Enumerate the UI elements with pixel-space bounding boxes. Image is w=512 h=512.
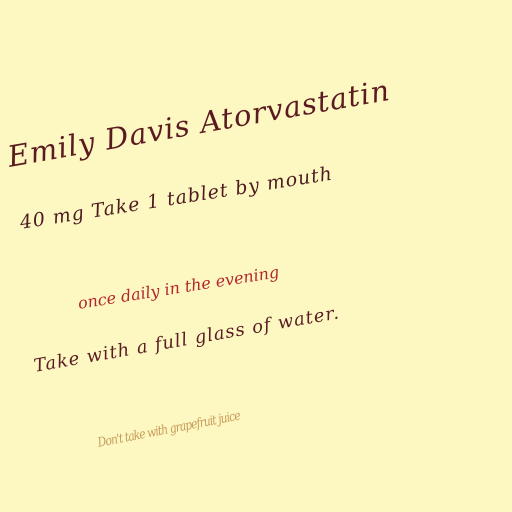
- frequency-line: once daily in the evening: [76, 262, 281, 313]
- patient-and-drug-line: Emily Davis Atorvastatin: [5, 72, 393, 174]
- water-instruction-line: Take with a full glass of water.: [32, 302, 342, 377]
- dosage-line: 40 mg Take 1 tablet by mouth: [18, 162, 335, 234]
- grapefruit-warning-line: Don't take with grapefruit juice: [96, 408, 242, 451]
